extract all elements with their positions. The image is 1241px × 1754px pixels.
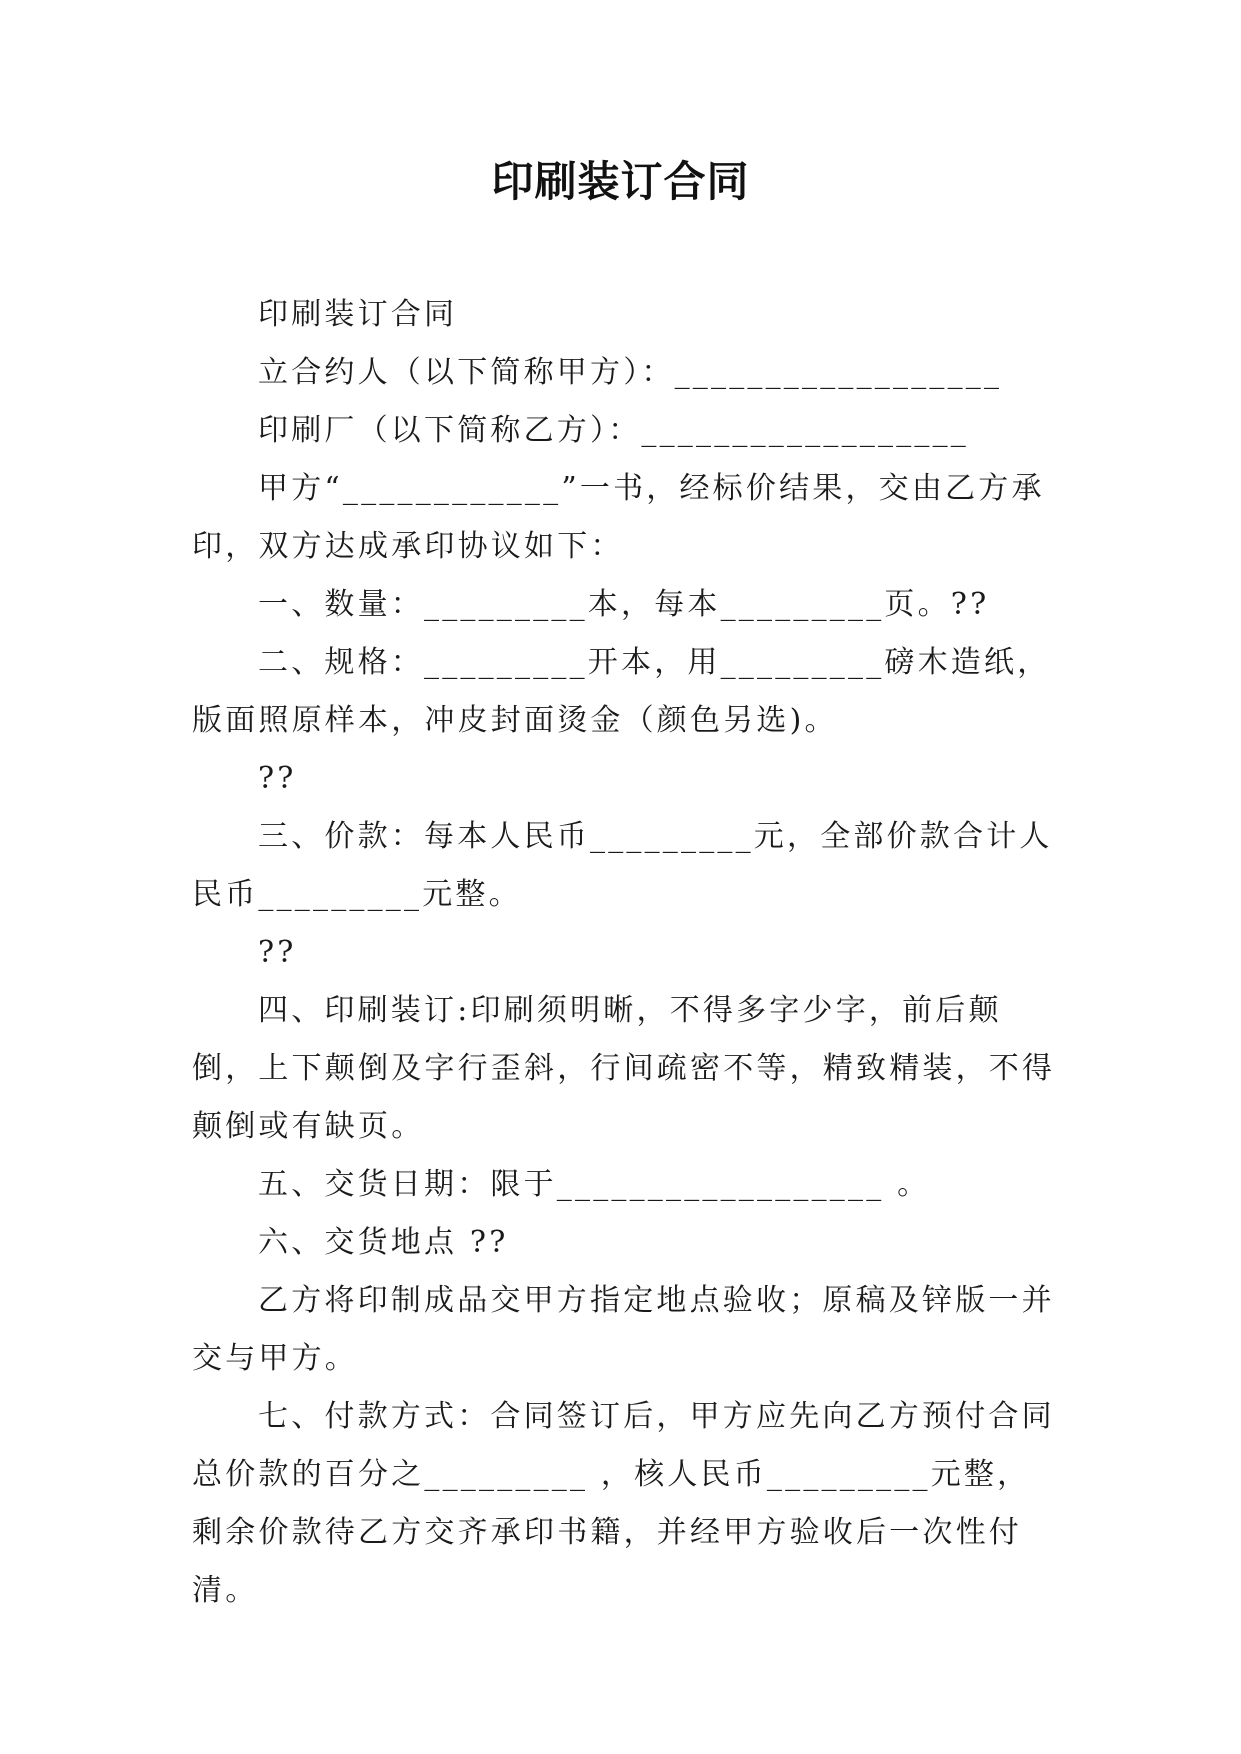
clause-payment: 七、付款方式：合同签订后，甲方应先向乙方预付合同总价款的百分之_________ ，核人民币_________元整，剩余价款待乙方交齐承印书籍，并经甲方验收后一次性付清。 [192, 1399, 1055, 1608]
placeholder-line: ?? [258, 761, 297, 796]
clause-quantity: 一、数量：_________本，每本_________页。?? [258, 587, 990, 622]
contract-body [192, 286, 1062, 1620]
document-title: 印刷装订合同 [491, 157, 750, 206]
paragraph-party-a: 立合约人（以下简称甲方）：__________________ [258, 355, 1003, 390]
paragraph-intro: 甲方“____________”一书，经标价结果，交由乙方承印，双方达成承印协议如下： [192, 471, 1045, 564]
clause-delivery-place-detail: 乙方将印制成品交甲方指定地点验收；原稿及锌版一并交与甲方。 [192, 1283, 1055, 1376]
paragraph-party-b: 印刷厂（以下简称乙方）：__________________ [258, 413, 969, 448]
clause-price: 三、价款：每本人民币_________元，全部价款合计人民币_________元整。 [192, 819, 1053, 912]
paragraph-heading: 印刷装订合同 [258, 297, 458, 332]
clause-printing-binding: 四、印刷装订:印刷须明晰，不得多字少字，前后颠倒，上下颠倒及字行歪斜，行间疏密不等，精致精装，不得颠倒或有缺页。 [192, 993, 1056, 1144]
placeholder-line: ?? [258, 935, 297, 970]
clause-delivery-place: 六、交货地点 ?? [258, 1225, 509, 1260]
clause-delivery-date: 五、交货日期：限于__________________ 。 [258, 1167, 931, 1202]
clause-specification: 二、规格：_________开本，用_________磅木造纸，版面照原样本，冲皮封面烫金（颜色另选)。 [192, 645, 1051, 738]
